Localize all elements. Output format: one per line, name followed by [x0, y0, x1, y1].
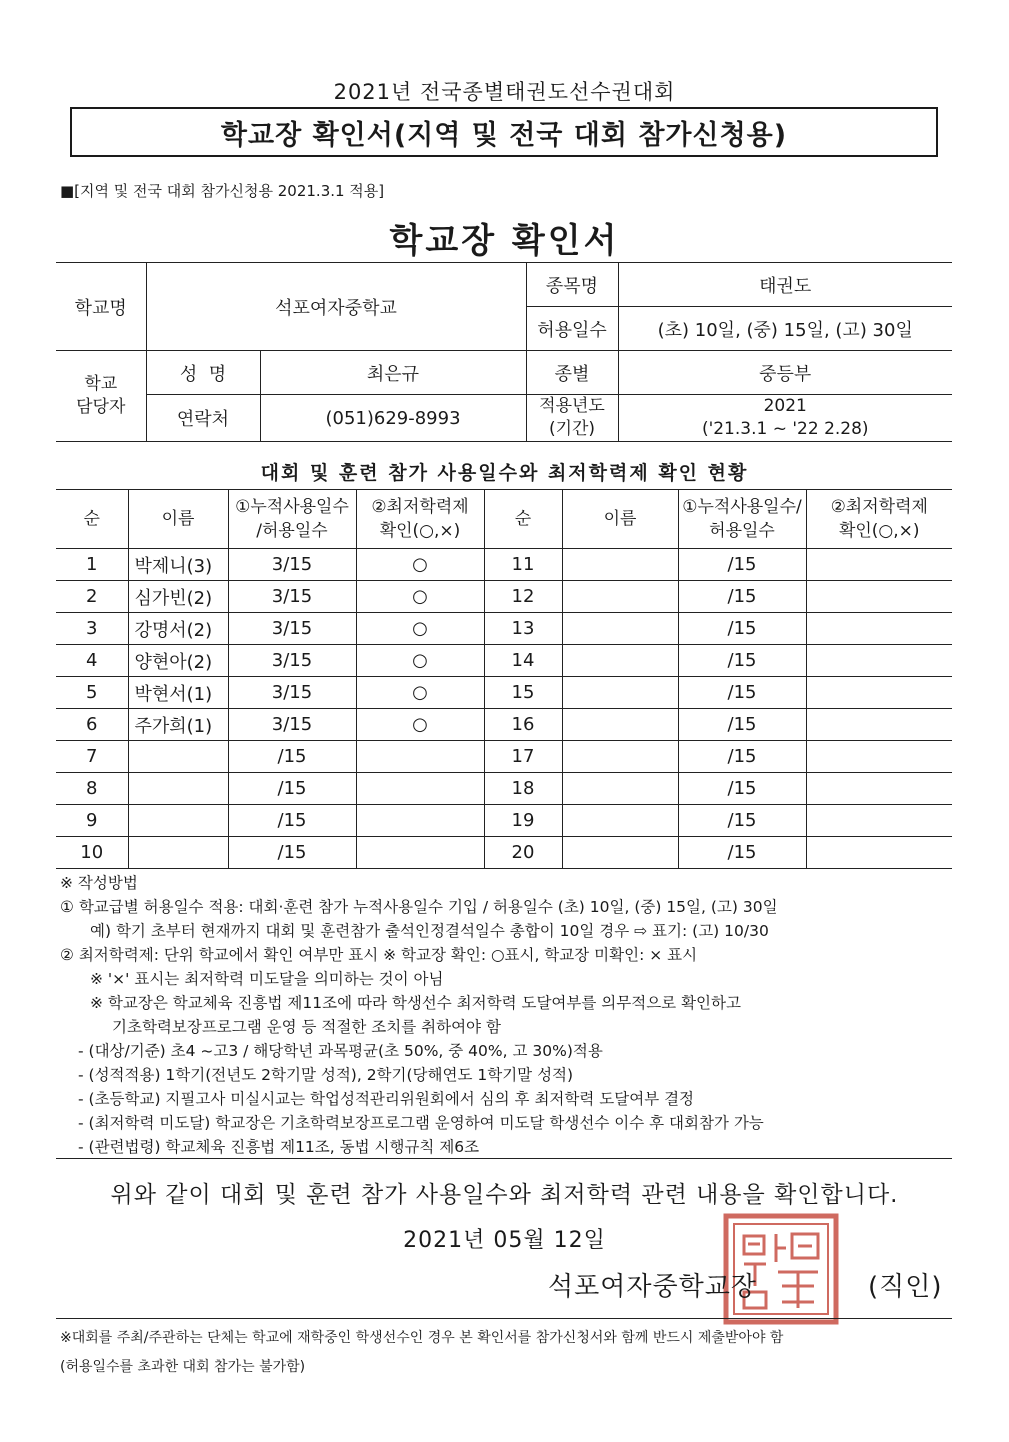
year-value-line2: ('21.3.1 ~ '22 2.28) [701, 419, 869, 439]
guide-detail-law: - (관련법령) 학교체육 진흥법 제11조, 동법 시행규칙 제6조 [78, 1138, 480, 1156]
principal-name: 석포여자중학교장 [548, 1272, 757, 1302]
student-check [806, 645, 952, 677]
student-days: 3/15 [228, 613, 356, 645]
student-no: 16 [484, 709, 562, 741]
confirmation-statement: 위와 같이 대회 및 훈련 참가 사용일수와 최저학력 관련 내용을 확인합니다. [110, 1182, 899, 1208]
divider [56, 1158, 952, 1159]
student-no: 3 [56, 613, 128, 645]
guide-detail-below-min: - (최저학력 미도달) 학교장은 기초학력보장프로그램 운영하여 미도달 학생선수 이수 후 대회참가 가능 [78, 1114, 764, 1132]
student-name [128, 805, 228, 837]
student-check: ○ [356, 677, 484, 709]
student-name [562, 645, 678, 677]
student-days: /15 [678, 645, 806, 677]
table-row [56, 549, 952, 581]
student-name [562, 581, 678, 613]
student-no: 14 [484, 645, 562, 677]
school-label: 학교명 [56, 263, 146, 351]
table-row [56, 645, 952, 677]
student-name [562, 837, 678, 869]
student-check [806, 805, 952, 837]
guide-note-principal-cont: 기초학력보장프로그램 운영 등 적절한 조치를 취하여야 함 [112, 1018, 501, 1036]
form-title-box [70, 107, 938, 157]
main-title: 학교장 확인서 [389, 221, 620, 261]
student-check [806, 677, 952, 709]
student-name [562, 549, 678, 581]
year-label [526, 395, 618, 442]
allowed-days-value: (초) 10일, (중) 15일, (고) 30일 [618, 307, 952, 351]
student-no: 7 [56, 741, 128, 773]
col-name2-header: 이름 [562, 490, 678, 549]
event-title: 2021년 전국종별태권도선수권대회 [333, 80, 676, 104]
student-name [562, 677, 678, 709]
student-days: /15 [678, 549, 806, 581]
guide-note-principal: ※ 학교장은 학교체육 진흥법 제11조에 따라 학생선수 최저학력 도달여부를 의무적으로 확인하고 [90, 994, 741, 1012]
student-days: 3/15 [228, 677, 356, 709]
student-days: /15 [228, 805, 356, 837]
footer-note-2: (허용일수를 초과한 대회 참가는 불가함) [60, 1359, 306, 1375]
student-check [806, 581, 952, 613]
student-name [128, 741, 228, 773]
student-check: ○ [356, 645, 484, 677]
form-note: ■[지역 및 전국 대회 참가신청용 2021.3.1 적용] [60, 182, 385, 200]
category-label: 종별 [526, 351, 618, 395]
table-row [56, 773, 952, 805]
student-name: 심가빈(2) [128, 581, 228, 613]
guide-item-2: ② 최저학력제: 단위 학교에서 확인 여부만 표시 ※ 학교장 확인: ○표시, 학교장 미확인: × 표시 [60, 946, 698, 964]
manager-label [56, 351, 146, 442]
student-no: 17 [484, 741, 562, 773]
col-no-header: 순 [56, 490, 128, 549]
student-days: 3/15 [228, 549, 356, 581]
student-name [562, 709, 678, 741]
school-name: 석포여자중학교 [146, 263, 526, 351]
table-row [56, 677, 952, 709]
col-days2-header-line1: ①누적사용일수/ [682, 497, 802, 517]
student-check [806, 837, 952, 869]
student-no: 13 [484, 613, 562, 645]
manager-label-line1: 학교 [84, 374, 118, 394]
student-check [806, 773, 952, 805]
student-no: 20 [484, 837, 562, 869]
student-name: 양현아(2) [128, 645, 228, 677]
col-check-header [356, 490, 484, 549]
student-name: 박제니(3) [128, 549, 228, 581]
student-no: 12 [484, 581, 562, 613]
student-name [562, 741, 678, 773]
allowed-days-label: 허용일수 [526, 307, 618, 351]
year-value [618, 395, 952, 442]
col-check2-header-line1: ②최저학력제 [830, 497, 928, 517]
student-name: 박현서(1) [128, 677, 228, 709]
student-days: /15 [678, 709, 806, 741]
student-days: /15 [678, 773, 806, 805]
student-check: ○ [356, 581, 484, 613]
year-label-line1: 적용년도 [539, 396, 605, 416]
table-row [56, 837, 952, 869]
student-check: ○ [356, 549, 484, 581]
col-check2-header-line2: 확인(○,×) [838, 521, 920, 541]
col-name-header: 이름 [128, 490, 228, 549]
student-no: 19 [484, 805, 562, 837]
student-name [562, 805, 678, 837]
manager-name-value: 최은규 [260, 351, 526, 395]
student-no: 2 [56, 581, 128, 613]
student-days: /15 [678, 613, 806, 645]
student-name [562, 613, 678, 645]
student-name: 주가희(1) [128, 709, 228, 741]
student-no: 11 [484, 549, 562, 581]
col-check-header-line1: ②최저학력제 [371, 497, 469, 517]
student-check [806, 549, 952, 581]
student-name [128, 773, 228, 805]
sport-value: 태권도 [618, 263, 952, 307]
student-days: 3/15 [228, 581, 356, 613]
student-no: 15 [484, 677, 562, 709]
student-check [356, 773, 484, 805]
student-no: 8 [56, 773, 128, 805]
student-name [128, 837, 228, 869]
col-days-header [228, 490, 356, 549]
year-label-line2: (기간) [548, 419, 596, 439]
student-name [562, 773, 678, 805]
student-no: 6 [56, 709, 128, 741]
student-check: ○ [356, 709, 484, 741]
student-no: 5 [56, 677, 128, 709]
student-days: /15 [678, 805, 806, 837]
guide-note-x: ※ '×' 표시는 최저학력 미도달을 의미하는 것이 아님 [90, 970, 444, 988]
student-days: /15 [228, 837, 356, 869]
student-days: /15 [678, 677, 806, 709]
manager-label-line2: 담당자 [76, 397, 126, 417]
student-days: /15 [228, 773, 356, 805]
footer-note: ※대회를 주최/주관하는 단체는 학교에 재학중인 학생선수인 경우 본 확인서를 참가신청서와 함께 반드시 제출받아야 함 [60, 1330, 784, 1346]
footer-divider [56, 1318, 952, 1319]
manager-name-label: 성 명 [146, 351, 260, 395]
col-check-header-line2: 확인(○,×) [379, 521, 461, 541]
section-title: 대회 및 훈련 참가 사용일수와 최저학력제 확인 현황 [260, 462, 749, 484]
contact-label: 연락처 [146, 395, 260, 442]
col-days-header-line1: ①누적사용일수 [235, 497, 349, 517]
student-days: /15 [678, 741, 806, 773]
student-no: 18 [484, 773, 562, 805]
student-days: /15 [228, 741, 356, 773]
seal-label: (직인) [868, 1272, 943, 1302]
student-no: 9 [56, 805, 128, 837]
col-no2-header: 순 [484, 490, 562, 549]
contact-value: (051)629-8993 [260, 395, 526, 442]
col-days-header-line2: /허용일수 [256, 521, 328, 541]
student-table [56, 489, 952, 869]
student-days: 3/15 [228, 645, 356, 677]
student-no: 10 [56, 837, 128, 869]
student-check [356, 741, 484, 773]
student-check [806, 709, 952, 741]
guide-title: ※ 작성방법 [60, 874, 138, 892]
table-row [56, 581, 952, 613]
school-info-table [56, 262, 952, 442]
student-check [356, 837, 484, 869]
table-row [56, 741, 952, 773]
writing-guide [60, 871, 960, 1159]
confirmation-date: 2021년 05월 12일 [403, 1228, 606, 1253]
student-days: /15 [678, 837, 806, 869]
table-row [56, 805, 952, 837]
student-no: 1 [56, 549, 128, 581]
col-days2-header-line2: 허용일수 [709, 521, 775, 541]
student-name: 강명서(2) [128, 613, 228, 645]
table-row [56, 709, 952, 741]
student-check [806, 613, 952, 645]
guide-detail-target: - (대상/기준) 초4 ~고3 / 해당학년 과목평균(초 50%, 중 40%, 고 30%)적용 [78, 1042, 603, 1060]
category-value: 중등부 [618, 351, 952, 395]
year-value-line1: 2021 [763, 396, 807, 416]
form-title: 학교장 확인서(지역 및 전국 대회 참가신청용) [220, 119, 788, 151]
student-check [356, 805, 484, 837]
student-rows [56, 549, 952, 869]
col-check2-header [806, 490, 952, 549]
student-check [806, 741, 952, 773]
student-no: 4 [56, 645, 128, 677]
guide-detail-elementary: - (초등학교) 지필고사 미실시교는 학업성적관리위원회에서 심의 후 최저학력 도달여부 결정 [78, 1090, 695, 1108]
table-row [56, 613, 952, 645]
col-days2-header [678, 490, 806, 549]
guide-detail-grades: - (성적적용) 1학기(전년도 2학기말 성적), 2학기(당해연도 1학기말 성적) [78, 1066, 574, 1084]
student-days: 3/15 [228, 709, 356, 741]
guide-item-1-example: 예) 학기 초부터 현재까지 대회 및 훈련참가 출석인정결석일수 총합이 10일 경우 ⇨ 표기: (고) 10/30 [90, 922, 769, 940]
sport-label: 종목명 [526, 263, 618, 307]
student-check: ○ [356, 613, 484, 645]
guide-item-1: ① 학교급별 허용일수 적용: 대회·훈련 참가 누적사용일수 기입 / 허용일수 (초) 10일, (중) 15일, (고) 30일 [60, 898, 778, 916]
student-days: /15 [678, 581, 806, 613]
